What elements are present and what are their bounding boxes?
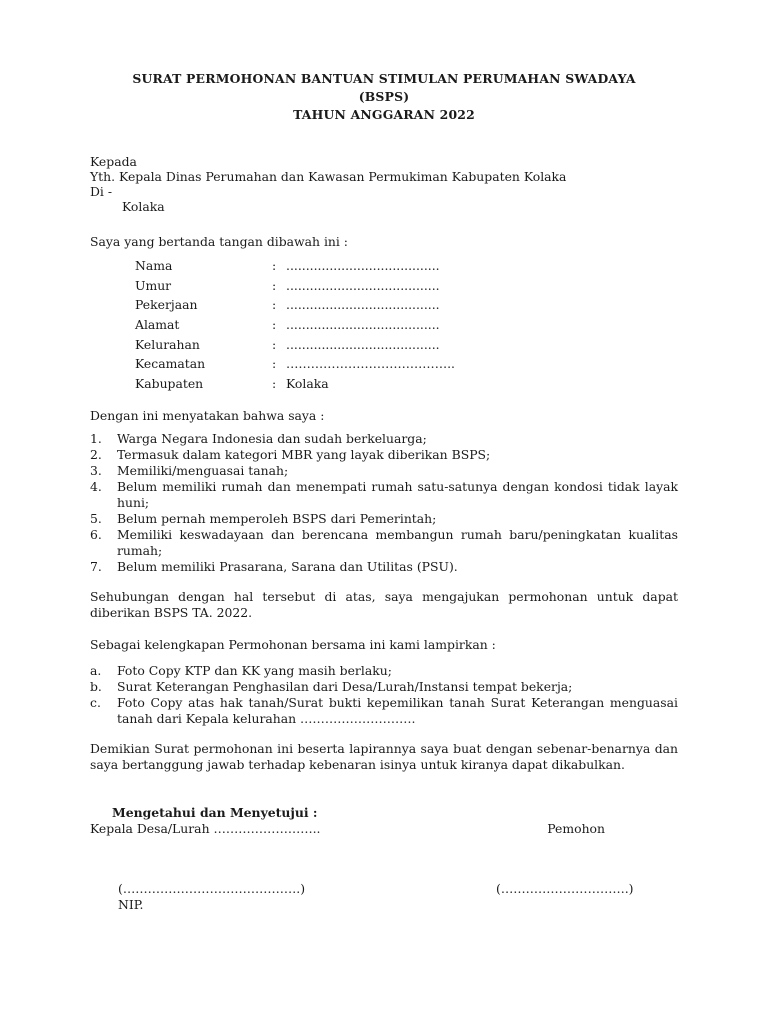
approval-heading: Mengetahui dan Menyetujui : (112, 804, 318, 820)
list-item-number: 1. (90, 430, 102, 446)
identity-row (135, 278, 455, 298)
identity-row (135, 356, 455, 376)
identity-table (135, 258, 455, 396)
list-item-text: Memiliki keswadayaan dan berencana membangun rumah baru/peningkatan kualitas rumah; (117, 526, 678, 558)
identity-colon: : (272, 317, 277, 333)
identity-value: Kolaka (286, 376, 329, 392)
identity-value: ....................................... (286, 258, 440, 273)
list-item (90, 447, 678, 463)
applicant-signature-line: (………………………….) (496, 880, 634, 896)
recipient-di: Di - (90, 184, 113, 199)
identity-colon: : (272, 297, 277, 313)
list-item-number: 2. (90, 446, 102, 462)
identity-label: Umur (135, 277, 172, 293)
list-item-text: Memiliki/menguasai tanah; (117, 462, 289, 478)
identity-value: ....................................... (286, 317, 440, 333)
identity-label: Kabupaten (135, 376, 204, 392)
applicant-title: Pemohon (547, 820, 605, 836)
list-item-letter: b. (90, 678, 102, 694)
identity-label: Kecamatan (135, 356, 206, 372)
request-paragraph: Sehubungan dengan hal tersebut di atas, saya mengajukan permohonan untuk dapat diberikan BSPS TA. 2022. (90, 588, 678, 620)
closing-paragraph: Demikian Surat permohonan ini beserta lapirannya saya buat dengan sebenar-benarnya dan saya bertanggung jawab terhadap kebenaran isinya untuk kiranya dapat dikabulkan. (90, 740, 678, 772)
title-line-1: SURAT PERMOHONAN BANTUAN STIMULAN PERUMAHAN SWADAYA (132, 71, 636, 86)
list-item-number: 6. (90, 526, 102, 542)
list-item-number: 5. (90, 510, 102, 526)
statement-intro: Dengan ini menyatakan bahwa saya : (90, 407, 325, 423)
identity-value: ………………………………….. (286, 356, 455, 372)
list-item (90, 463, 678, 479)
letter-page (90, 70, 678, 913)
attachments-intro: Sebagai kelengkapan Permohonan bersama ini kami lampirkan : (90, 636, 496, 652)
list-item (90, 511, 678, 527)
identity-row (135, 376, 455, 396)
list-item-text: Warga Negara Indonesia dan sudah berkeluarga; (117, 430, 427, 446)
attachment-list (90, 663, 678, 727)
village-head-title: Kepala Desa/Lurah …………………….. (90, 820, 321, 836)
title-line-2: (BSPS) (358, 89, 410, 104)
list-item (90, 679, 678, 695)
identity-label: Pekerjaan (135, 297, 198, 313)
list-item-letter: c. (90, 694, 101, 710)
signature-titles (90, 821, 678, 837)
identity-label: Nama (135, 258, 173, 273)
identity-colon: : (272, 356, 277, 372)
list-item-text: Surat Keterangan Penghasilan dari Desa/Lurah/Instansi tempat bekerja; (117, 678, 573, 694)
list-item-text: Belum pernah memperoleh BSPS dari Pemerintah; (117, 510, 437, 526)
signature-lines (90, 881, 678, 897)
identity-colon: : (272, 277, 277, 293)
identity-value: ....................................... (286, 297, 440, 313)
list-item-text: Termasuk dalam kategori MBR yang layak diberikan BSPS; (117, 446, 491, 462)
village-head-signature-line: (…………………………………….) (118, 880, 306, 896)
recipient-place: Kolaka (122, 199, 165, 214)
identity-value: ....................................... (286, 277, 440, 293)
identity-colon: : (272, 376, 277, 392)
list-item-text: Belum memiliki rumah dan menempati rumah satu-satunya dengan kondosi tidak layak huni; (117, 478, 678, 510)
letter-title (90, 70, 678, 124)
list-item (90, 479, 678, 511)
list-item (90, 663, 678, 679)
list-item (90, 559, 678, 575)
nip-label: NIP. (118, 896, 144, 912)
list-item (90, 431, 678, 447)
list-item (90, 527, 678, 559)
list-item (90, 695, 678, 727)
list-item-text: Foto Copy KTP dan KK yang masih berlaku; (117, 662, 392, 678)
list-item-letter: a. (90, 662, 102, 678)
recipient-kepada: Kepada (90, 154, 137, 169)
identity-colon: : (272, 336, 277, 352)
recipient-block (90, 154, 678, 214)
identity-row (135, 258, 455, 278)
identity-value: ....................................... (286, 336, 440, 352)
identity-row (135, 337, 455, 357)
list-item-text: Foto Copy atas hak tanah/Surat bukti kepemilikan tanah Surat Keterangan menguasai tanah dari Kepala kelurahan ………………………. (117, 694, 678, 726)
identity-label: Alamat (135, 317, 180, 333)
intro-text: Saya yang bertanda tangan dibawah ini : (90, 234, 348, 249)
list-item-text: Belum memiliki Prasarana, Sarana dan Utilitas (PSU). (117, 558, 458, 574)
list-item-number: 4. (90, 478, 102, 494)
statement-list (90, 431, 678, 575)
identity-colon: : (272, 258, 277, 273)
title-line-3: TAHUN ANGGARAN 2022 (293, 107, 475, 122)
list-item-number: 3. (90, 462, 102, 478)
identity-label: Kelurahan (135, 336, 200, 352)
identity-row (135, 317, 455, 337)
identity-row (135, 297, 455, 317)
recipient-yth: Yth. Kepala Dinas Perumahan dan Kawasan Permukiman Kabupaten Kolaka (90, 169, 567, 184)
list-item-number: 7. (90, 558, 102, 574)
